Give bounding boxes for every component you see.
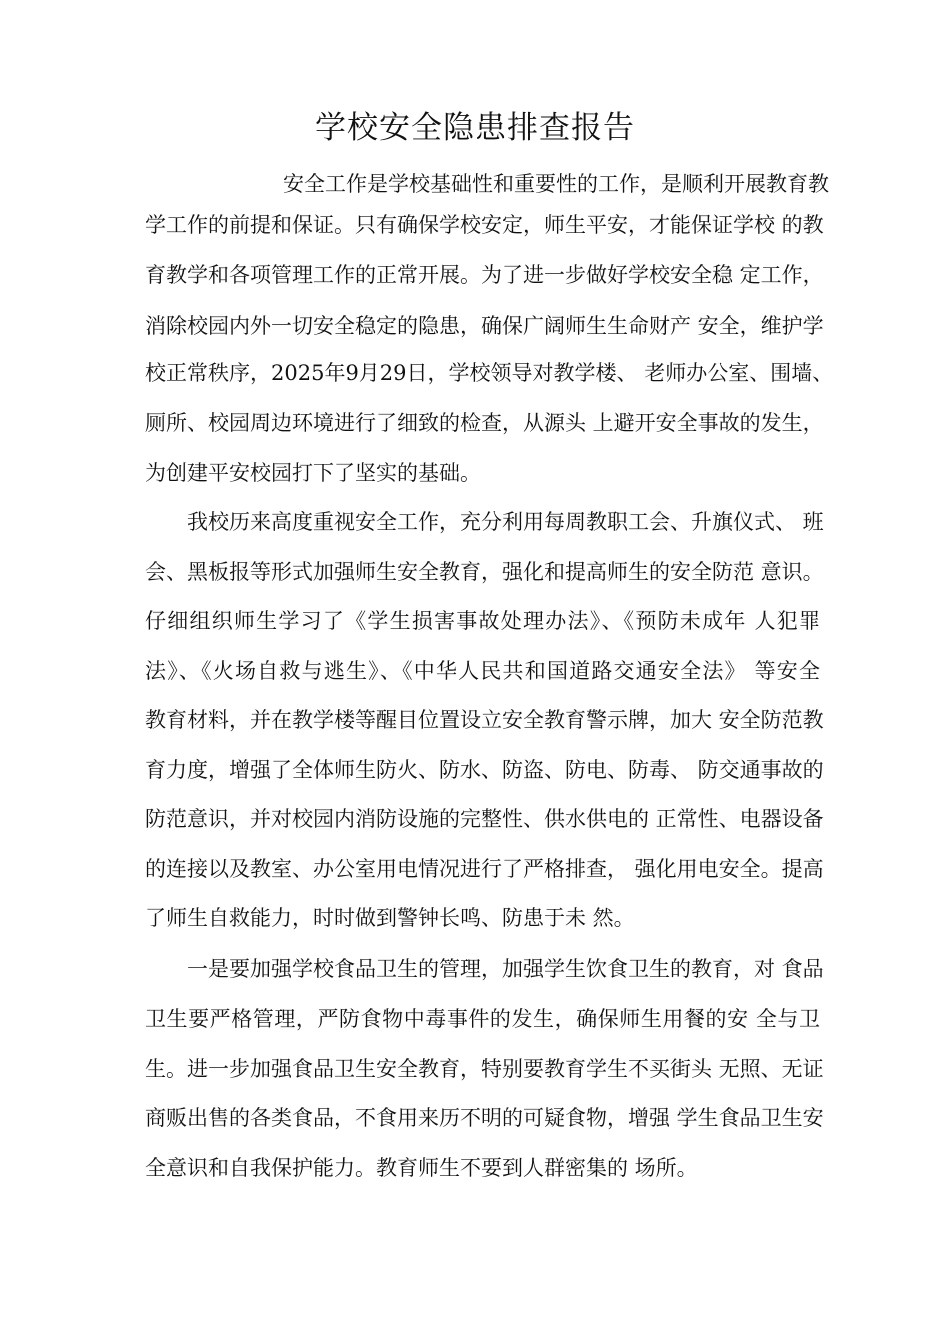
paragraph-line: 我校历来高度重视安全工作，充分利用每周教职工会、升旗仪式、 班 (187, 510, 824, 534)
paragraph-line: 全意识和自我保护能力。教育师生不要到人群密集的 场所。 (145, 1156, 698, 1180)
paragraph-line: 仔细组织师生学习了《学生损害事故处理办法》、《预防未成年 人犯罪 (145, 609, 820, 633)
paragraph-line: 会、黑板报等形式加强师生安全教育，强化和提高师生的安全防范 意识。 (145, 560, 824, 584)
paragraph-line: 消除校园内外一切安全稳定的隐患，确保广阔师生生命财产 安全，维护学 (145, 314, 824, 338)
paragraph-line: 教育材料，并在教学楼等醒目位置设立安全教育警示牌，加大 安全防范教 (145, 708, 824, 732)
paragraph-line: 一是要加强学校食品卫生的管理，加强学生饮食卫生的教育，对 食品 (187, 957, 824, 981)
paragraph-line: 卫生要严格管理，严防食物中毒事件的发生，确保师生用餐的安 全与卫 (145, 1007, 820, 1031)
document-title: 学校安全隐患排查报告 (315, 110, 635, 146)
paragraph-line: 的连接以及教室、办公室用电情况进行了严格排查， 强化用电安全。提高 (145, 857, 824, 881)
paragraph-line: 校正常秩序，2025年9月29日，学校领导对教学楼、 老师办公室、围墙、 (145, 361, 834, 385)
paragraph-line: 育教学和各项管理工作的正常开展。为了进一步做好学校安全稳 定工作， (145, 263, 824, 287)
paragraph-line: 商贩出售的各类食品，不食用来历不明的可疑食物，增强 学生食品卫生安 (145, 1106, 824, 1130)
paragraph-line: 法》、《火场自救与逃生》、《中华人民共和国道路交通安全法》 等安全 (145, 659, 820, 683)
paragraph-line: 育力度，增强了全体师生防火、防水、防盗、防电、防毒、 防交通事故的 (145, 758, 824, 782)
paragraph-line: 厕所、校园周边环境进行了细致的检查，从源头 上避开安全事故的发生， (145, 411, 824, 435)
paragraph-line: 生。进一步加强食品卫生安全教育，特别要教育学生不买街头 无照、无证 (145, 1057, 824, 1081)
paragraph-line: 学工作的前提和保证。只有确保学校安定，师生平安，才能保证学校 的教 (145, 213, 824, 237)
paragraph-line: 安全工作是学校基础性和重要性的工作，是顺利开展教育教 (283, 172, 829, 196)
paragraph-line: 防范意识，并对校园内消防设施的完整性、供水供电的 正常性、电器设备 (145, 807, 824, 831)
paragraph-line: 为创建平安校园打下了坚实的基础。 (145, 461, 481, 485)
paragraph-line: 了师生自救能力，时时做到警钟长鸣、防患于未 然。 (145, 906, 635, 930)
